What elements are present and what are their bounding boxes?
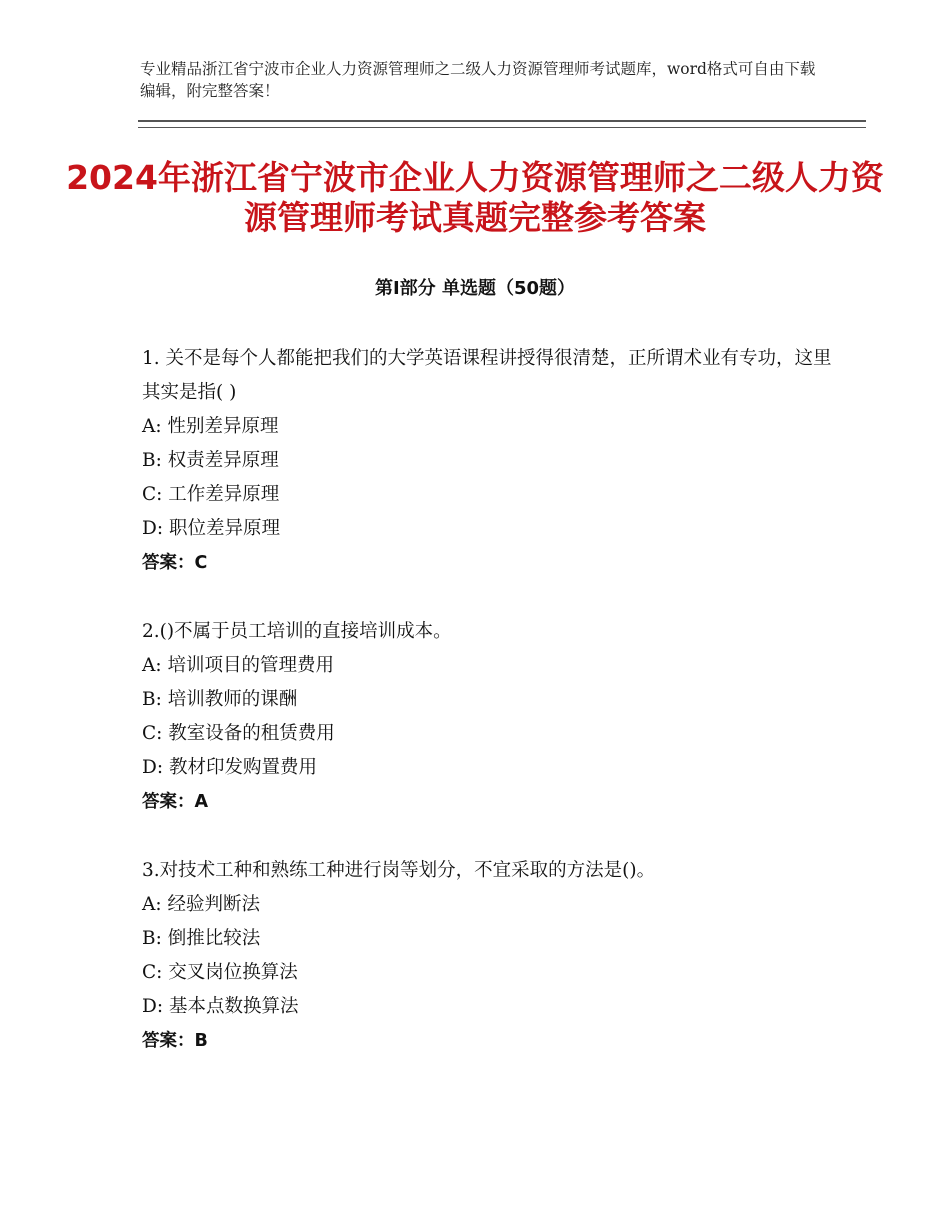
question-answer: 答案：B	[142, 1031, 208, 1051]
question-answer: 答案：A	[142, 792, 209, 812]
question-option: A: 性别差异原理	[142, 416, 279, 437]
question-block	[142, 615, 832, 819]
question-option: B: 培训教师的课酬	[142, 689, 298, 710]
question-option: A: 经验判断法	[142, 894, 260, 915]
question-option: C: 交叉岗位换算法	[142, 962, 298, 983]
question-option: B: 权责差异原理	[142, 450, 279, 471]
section-heading: 第Ⅰ部分 单选题（50题）	[374, 278, 575, 299]
question-option: D: 基本点数换算法	[142, 996, 299, 1017]
header-note: 专业精品浙江省宁波市企业人力资源管理师之二级人力资源管理师考试题库，word格式可自由下载编辑，附完整答案！	[140, 60, 816, 100]
question-stem: 3.对技术工种和熟练工种进行岗等划分，不宜采取的方法是()。	[142, 860, 656, 881]
question-option: D: 职位差异原理	[142, 518, 280, 539]
question-answer: 答案：C	[142, 553, 208, 573]
question-option: C: 工作差异原理	[142, 484, 280, 505]
question-block	[142, 342, 832, 580]
question-option: D: 教材印发购置费用	[142, 757, 317, 778]
question-stem: 1. 关不是每个人都能把我们的大学英语课程讲授得很清楚，正所谓术业有专功，这里其实是指( )	[142, 348, 832, 403]
question-option: B: 倒推比较法	[142, 928, 261, 949]
question-option: C: 教室设备的租赁费用	[142, 723, 335, 744]
question-option: A: 培训项目的管理费用	[142, 655, 334, 676]
question-block	[142, 854, 832, 1058]
document-title: 2024年浙江省宁波市企业人力资源管理师之二级人力资源管理师考试真题完整参考答案	[66, 158, 884, 237]
question-stem: 2.()不属于员工培训的直接培训成本。	[142, 621, 452, 642]
header-divider	[138, 120, 866, 128]
